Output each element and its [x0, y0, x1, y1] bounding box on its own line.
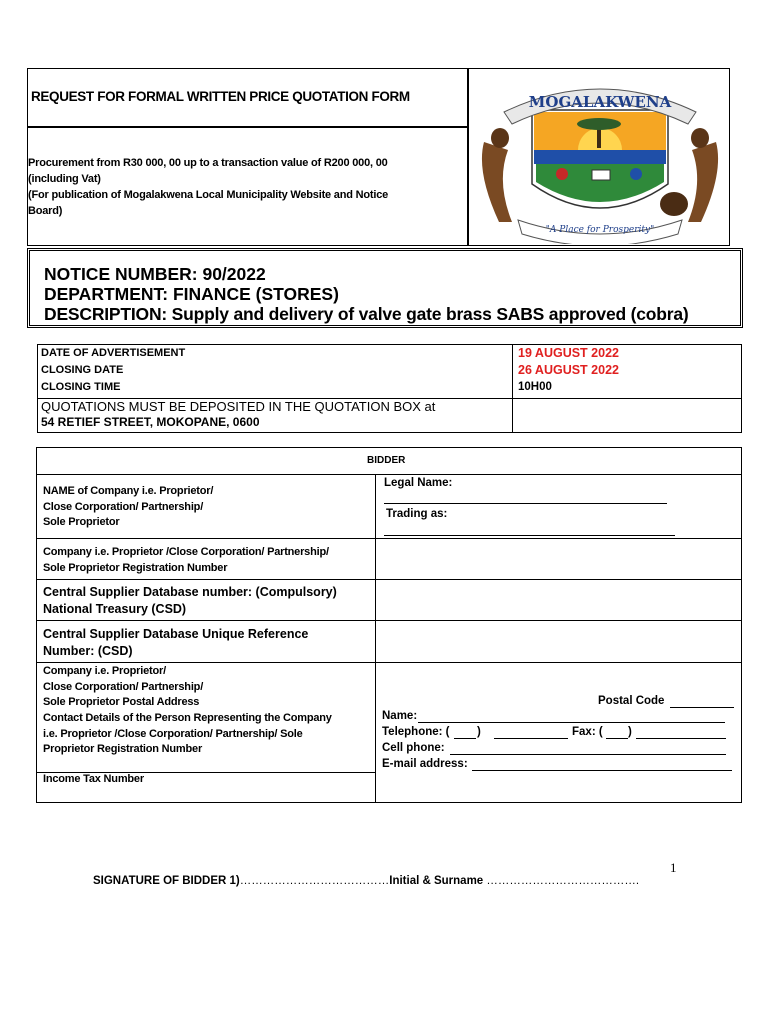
fax-close-paren: ) [628, 726, 632, 738]
signature-label: SIGNATURE OF BIDDER 1) [93, 875, 240, 887]
contact-name-field[interactable] [418, 722, 725, 723]
form-title: REQUEST FOR FORMAL WRITTEN PRICE QUOTATION FORM [31, 89, 410, 104]
signature-field[interactable]: ………………………………… [239, 875, 390, 887]
bidder-column-divider [375, 474, 376, 803]
label-line: Close Corporation/ Partnership/ [43, 500, 204, 513]
bidder-heading-rule [36, 474, 742, 475]
telephone-number-field[interactable] [494, 738, 568, 739]
closing-date-value: 26 AUGUST 2022 [518, 363, 619, 377]
logo-name: MOGALAKWENA [528, 93, 672, 111]
registration-field[interactable] [377, 540, 740, 578]
bidder-row-rule [36, 620, 742, 621]
advert-date-label: DATE OF ADVERTISEMENT [41, 347, 186, 359]
postal-code-label: Postal Code [598, 695, 665, 707]
label-line: Contact Details of the Person Representing the Company [43, 712, 332, 724]
fax-number-field[interactable] [636, 738, 726, 739]
procurement-line: (For publication of Mogalakwena Local Municipality Website and Notice [28, 189, 389, 201]
income-tax-label: Income Tax Number [43, 773, 144, 785]
bidder-row-rule [36, 662, 742, 663]
postal-address-label [43, 664, 203, 711]
municipality-logo [474, 72, 726, 244]
contact-name-label: Name: [382, 710, 418, 722]
notice-block [44, 264, 689, 324]
bidder-row-rule [36, 538, 742, 539]
page-number: 1 [670, 860, 677, 875]
telephone-close-paren: ) [477, 726, 481, 738]
closing-time-label: CLOSING TIME [41, 381, 121, 393]
trading-as-label: Trading as: [386, 508, 448, 520]
trading-as-field[interactable] [384, 535, 675, 536]
advert-date-value: 19 AUGUST 2022 [518, 346, 619, 360]
deposit-address: 54 RETIEF STREET, MOKOPANE, 0600 [41, 415, 260, 429]
label-line: Number: (CSD) [43, 644, 133, 658]
telephone-code-field[interactable] [454, 738, 476, 739]
notice-description: DESCRIPTION: Supply and delivery of valve gate brass SABS approved (cobra) [44, 304, 689, 324]
cell-phone-label: Cell phone: [382, 742, 445, 754]
notice-number: NOTICE NUMBER: 90/2022 [44, 264, 266, 284]
csd-reference-field[interactable] [377, 622, 740, 661]
fax-code-field[interactable] [606, 738, 628, 739]
contact-details-label [43, 711, 332, 758]
registration-label [43, 545, 329, 576]
csd-number-label [43, 584, 337, 618]
label-line: Proprietor Registration Number [43, 743, 203, 755]
legal-name-label: Legal Name: [384, 477, 453, 489]
email-label: E-mail address: [382, 758, 468, 770]
notice-department: DEPARTMENT: FINANCE (STORES) [44, 284, 339, 304]
logo-motto: "A Place for Prosperity" [545, 225, 655, 235]
header-divider [467, 68, 469, 246]
fax-label: Fax: ( [572, 726, 603, 738]
label-line: i.e. Proprietor /Close Corporation/ Partnership/ Sole [43, 727, 303, 740]
label-line: NAME of Company i.e. Proprietor/ [43, 485, 214, 497]
closing-time-value: 10H00 [518, 381, 552, 393]
bidder-row-rule [36, 579, 742, 580]
company-name-label [43, 484, 213, 531]
header-rule [27, 126, 468, 128]
signature-line [93, 875, 639, 887]
income-tax-rule [36, 772, 376, 773]
initial-surname-label: Initial & Surname [389, 875, 484, 887]
deposit-instruction: QUOTATIONS MUST BE DEPOSITED IN THE QUOTATION BOX at [41, 399, 436, 414]
procurement-line: Procurement from R30 000, 00 up to a transaction value of R200 000, 00 [28, 157, 388, 169]
label-line: Sole Proprietor Registration Number [43, 561, 228, 574]
closing-date-label: CLOSING DATE [41, 364, 124, 376]
telephone-label: Telephone: ( [382, 726, 450, 738]
procurement-note [28, 155, 388, 219]
procurement-line: (including Vat) [28, 173, 101, 185]
label-line: Company i.e. Proprietor /Close Corporation/ Partnership/ [43, 546, 329, 558]
label-line: Central Supplier Database Unique Reference [43, 627, 309, 641]
procurement-line: Board) [28, 205, 63, 217]
bidder-heading: BIDDER [367, 455, 406, 466]
label-line: Sole Proprietor Postal Address [43, 696, 200, 708]
email-field[interactable] [472, 770, 732, 771]
label-line: Central Supplier Database number: (Compulsory) [43, 585, 337, 599]
cell-phone-field[interactable] [450, 754, 726, 755]
label-line: Close Corporation/ Partnership/ [43, 680, 204, 693]
label-line: National Treasury (CSD) [43, 602, 187, 616]
legal-name-field[interactable] [384, 503, 667, 504]
label-line: Company i.e. Proprietor/ [43, 665, 166, 677]
postal-code-field[interactable] [670, 707, 734, 708]
label-line: Sole Proprietor [43, 516, 120, 528]
csd-number-field[interactable] [377, 581, 740, 619]
initial-surname-field[interactable]: …………………………………. [486, 875, 640, 887]
dates-divider [512, 344, 513, 433]
csd-reference-label [43, 626, 308, 660]
